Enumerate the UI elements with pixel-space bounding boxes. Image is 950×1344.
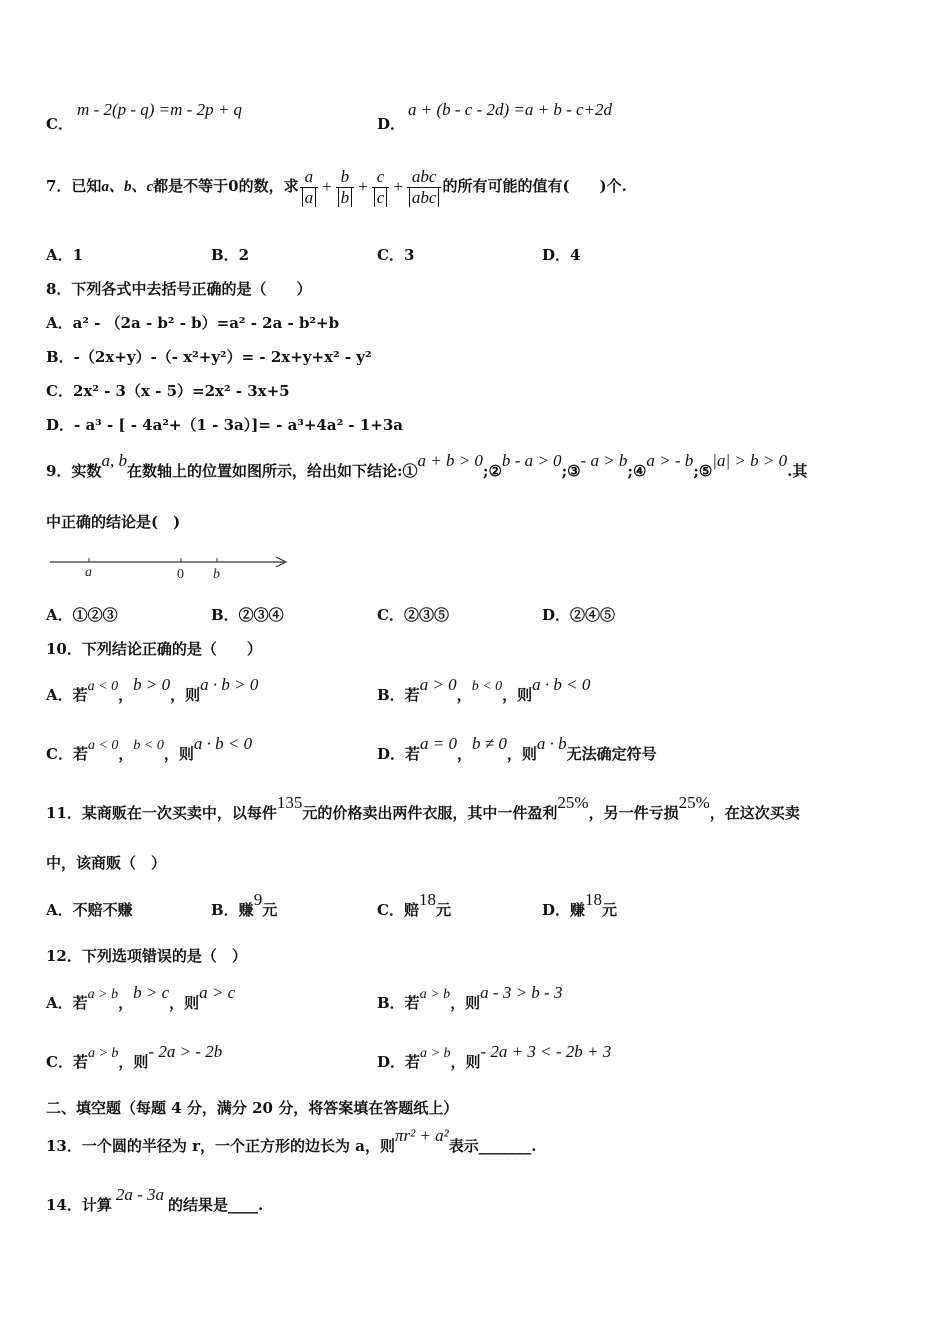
q12-option-c [46, 1042, 223, 1074]
q10-option-d [377, 734, 657, 764]
q12-a-then: ，则 [169, 994, 200, 1012]
q9-sep-5: ;⑤ [693, 462, 713, 480]
q11-tail: ，在这次买卖 [709, 804, 800, 822]
q6-option-d-label: D． [377, 115, 406, 133]
q11-option-a: A．不赔不赚 [46, 901, 133, 919]
q12-c-prefix: C．若 [46, 1053, 88, 1071]
q12-option-a [46, 983, 236, 1015]
q10-b-prefix: B．若 [377, 686, 420, 704]
q7-fraction-abc: $\frac{\text{abc}}{\text{abc}}$ [407, 167, 442, 208]
q9-sep-4: ;④ [627, 462, 647, 480]
q7-fraction-a: $\frac{a}{a}$ [300, 167, 319, 208]
q11-b-value: 9 [253, 890, 263, 909]
q11-profit-percent: 25% [557, 793, 589, 812]
axis-label-b: b [213, 567, 220, 582]
q12-a-cond1: a > b [87, 987, 119, 1002]
q10-d-prefix: D．若 [377, 745, 421, 763]
q11-lead: 11．某商贩在一次买卖中，以每件 [46, 804, 277, 822]
q12-b-prefix: B．若 [377, 994, 420, 1012]
q9-stem [46, 451, 808, 481]
q12-c-then: ，则 [118, 1053, 149, 1071]
q7-zero: 0 [228, 177, 239, 195]
q14-stem [46, 1185, 264, 1215]
axis-label-a: a [85, 565, 92, 580]
q6-option-d-expression: a + (b - c - 2d) =a + b - c+2d [408, 100, 613, 119]
q12-a-prefix: A．若 [46, 994, 88, 1012]
q13-tail: 表示_______. [448, 1137, 537, 1155]
q10-b-comma: ， [456, 686, 472, 704]
q12-d-then: ，则 [450, 1053, 481, 1071]
q11-option-b [211, 890, 278, 920]
q10-b-result: a · b < 0 [532, 675, 591, 694]
q10-c-result: a · b < 0 [193, 734, 253, 753]
q11-b-unit: 元 [262, 901, 278, 919]
q11-d-unit: 元 [602, 901, 618, 919]
q8-option-d: D．- a³ - [ - 4a²+（1 - 3a）]= - a³+4a² - 1+3a [46, 416, 403, 434]
q13-stem [46, 1126, 537, 1156]
q11-option-c [377, 890, 451, 920]
q9-option-c: C．②③⑤ [377, 606, 449, 624]
q8-option-b: B．-（2x+y）-（- x²+y²）= - 2x+y+x² - y² [46, 348, 372, 366]
q14-expression: 2a - 3a [115, 1185, 165, 1204]
q11-c-value: 18 [418, 890, 436, 909]
q12-b-result: a - 3 > b - 3 [480, 983, 563, 1002]
q11-stem [46, 793, 800, 823]
q9-stem-line2: 中正确的结论是( ) [46, 513, 181, 531]
q7-option-c: C．3 [377, 246, 415, 264]
q12-d-result: - 2a + 3 < - 2b + 3 [480, 1042, 612, 1061]
q10-c-then: ，则 [163, 745, 194, 763]
q9-number-line [46, 552, 296, 584]
q11-d-value: 18 [585, 890, 603, 909]
q9-sep-3: ;③ [561, 462, 581, 480]
q7-mid2: 的数，求 [238, 177, 299, 195]
q12-b-then: ，则 [450, 994, 481, 1012]
q11-price: 135 [276, 793, 303, 812]
q12-a-comma: ， [118, 994, 134, 1012]
q9-sep-2: ;② [482, 462, 502, 480]
q12-d-cond1: a > b [420, 1046, 451, 1061]
q10-d-cond2: b ≠ 0 [472, 734, 507, 753]
q11-c-prefix: C．赔 [377, 901, 419, 919]
q13-lead: 13．一个圆的半径为 r，一个正方形的边长为 a，则 [46, 1137, 395, 1155]
q8-option-a: A．a² - （2a - b² - b）=a² - 2a - b²+b [46, 314, 340, 332]
q6-option-c-label: C． [46, 115, 73, 133]
q11-mid: 元的价格卖出两件衣服，其中一件盈利 [302, 804, 558, 822]
q11-c-unit: 元 [435, 901, 451, 919]
q14-tail: 的结果是____. [168, 1196, 264, 1214]
q10-a-cond1: a < 0 [87, 679, 119, 694]
q9-option-b: B．②③④ [211, 606, 284, 624]
q12-a-result: a > c [199, 983, 236, 1002]
q11-d-prefix: D．赚 [542, 901, 586, 919]
q10-c-cond2: b < 0 [133, 738, 164, 753]
q7-vars: a、b、c [101, 179, 154, 195]
axis-label-0: 0 [177, 567, 184, 582]
q12-c-cond1: a > b [87, 1046, 119, 1061]
q9-conclusion-5: |a| > b > 0 [712, 451, 788, 470]
q10-a-then: ，则 [170, 686, 201, 704]
q9-mid: 在数轴上的位置如图所示，给出如下结论:① [126, 462, 418, 480]
q7-option-d: D．4 [542, 246, 581, 264]
q7-lead: 7．已知 [46, 177, 102, 195]
q9-conclusion-4: a > - b [646, 451, 694, 470]
q12-d-prefix: D．若 [377, 1053, 421, 1071]
q10-c-prefix: C．若 [46, 745, 88, 763]
q8-stem: 8．下列各式中去括号正确的是（ ） [46, 280, 312, 298]
q9-option-d: D．②④⑤ [542, 606, 616, 624]
q12-option-b [377, 983, 563, 1015]
q11-b-prefix: B．赚 [211, 901, 254, 919]
q8-option-c: C．2x² - 3（x - 5）=2x² - 3x+5 [46, 382, 290, 400]
q9-conclusion-2: b - a > 0 [501, 451, 562, 470]
q9-tail: .其 [787, 462, 808, 480]
q10-option-a [46, 675, 259, 707]
q7-tail: 的所有可能的值有( )个. [442, 177, 627, 195]
q7-fraction-c: $\frac{c}{c}$ [372, 167, 390, 208]
q9-conclusion-1: a + b > 0 [417, 451, 483, 470]
q10-d-tail: 无法确定符号 [566, 745, 657, 763]
q10-option-b [377, 675, 591, 707]
q10-d-then: ，则 [506, 745, 537, 763]
q6-option-c-expression: m - 2(p - q) =m - 2p + q [77, 100, 243, 119]
q11-loss-percent: 25% [678, 793, 710, 812]
q10-d-result: a · b [536, 734, 567, 753]
q9-option-a: A．①②③ [46, 606, 118, 624]
section2-title: 二、填空题（每题 4 分，满分 20 分，将答案填在答题纸上） [46, 1099, 459, 1117]
q10-a-result: a · b > 0 [200, 675, 259, 694]
q7-fraction-b: $\frac{b}{b}$ [336, 167, 355, 208]
q10-d-cond1: a = 0 [420, 734, 457, 753]
q11-mid2: ，另一件亏损 [588, 804, 679, 822]
q7-option-a: A．1 [46, 246, 84, 264]
q7-stem: 7．已知a、b、c都是不等于0的数，求 $\frac{a}{a}$ + $\frac{b}{b}$ + $\frac{c}{c}$ + $\frac{\text{abc}}{\text{abc}}$ 的所有可能的值有( )个. [46, 166, 627, 207]
q10-b-cond2: b < 0 [471, 679, 503, 694]
q10-a-comma: ， [118, 686, 134, 704]
q10-option-c [46, 734, 253, 766]
q10-b-cond1: a > 0 [419, 675, 457, 694]
q7-option-b: B．2 [211, 246, 250, 264]
q10-a-cond2: b > 0 [133, 675, 171, 694]
q13-expression: πr² + a² [394, 1126, 449, 1145]
q10-c-cond1: a < 0 [87, 738, 119, 753]
q11-option-d [542, 890, 618, 920]
q12-option-d [377, 1042, 612, 1074]
q7-mid: 都是不等于 [153, 177, 229, 195]
q10-stem: 10．下列结论正确的是（ ） [46, 640, 262, 658]
q9-conclusion-3: - a > b [580, 451, 628, 470]
q14-lead: 14．计算 [46, 1196, 112, 1214]
q10-a-prefix: A．若 [46, 686, 88, 704]
q12-c-result: - 2a > - 2b [148, 1042, 223, 1061]
q9-vars: a, b [101, 451, 127, 470]
q10-b-then: ，则 [502, 686, 533, 704]
q12-b-cond1: a > b [419, 987, 451, 1002]
q10-c-comma: ， [118, 745, 134, 763]
q9-lead: 9．实数 [46, 462, 102, 480]
q12-stem: 12．下列选项错误的是（ ） [46, 947, 247, 965]
q11-stem-line2: 中，该商贩（ ） [46, 854, 167, 872]
q12-a-cond2: b > c [133, 983, 170, 1002]
q10-d-comma: ， [457, 745, 473, 763]
